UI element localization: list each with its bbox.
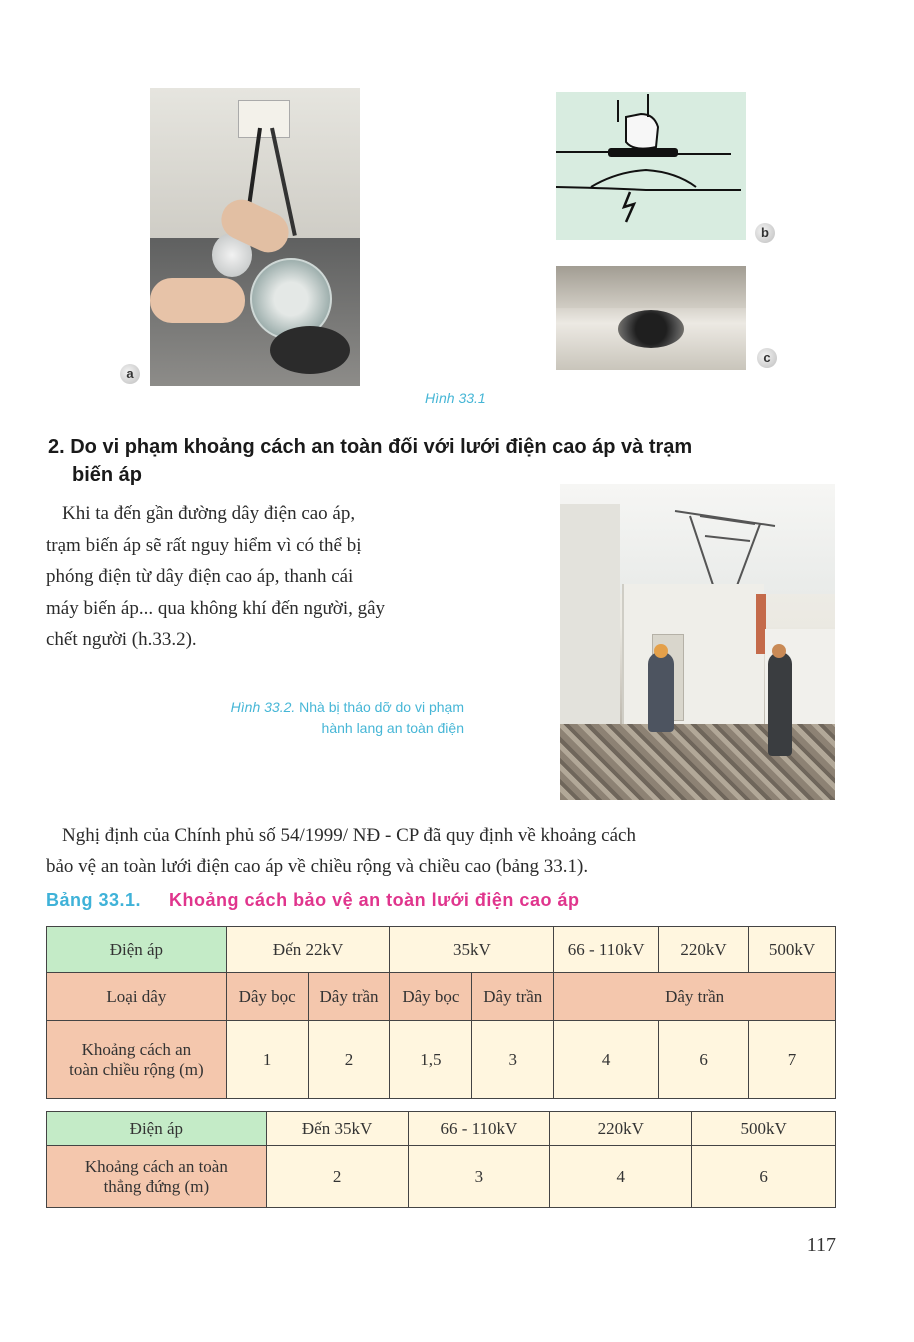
height-cell: 4 (550, 1146, 692, 1208)
figure-33-2-label: Hình 33.2. (230, 699, 296, 715)
width-cell: 4 (554, 1021, 659, 1099)
decree-line-2: bảo vệ an toàn lưới điện cao áp về chiều rộng và chiều cao (bảng 33.1). (46, 856, 589, 877)
figure-33-2-caption-line-1: Nhà bị tháo dỡ do vi phạm (299, 699, 464, 715)
paragraph-line: Khi ta đến gần đường dây điện cao áp, (62, 503, 356, 524)
power-outlet-icon (238, 100, 290, 138)
width-cell: 6 (659, 1021, 749, 1099)
safety-width-table (46, 926, 836, 1099)
table-title (46, 890, 836, 911)
width-cell: 2 (308, 1021, 390, 1099)
wire-cell: Dây trần (308, 973, 390, 1021)
wire-cell: Dây trần (554, 973, 836, 1021)
heading-line-2: biến áp (72, 464, 143, 486)
voltage-row-label: Điện áp (47, 927, 227, 973)
figure-33-1b-drawing (556, 92, 746, 240)
table-row (47, 1112, 836, 1146)
page-number: 117 (806, 1234, 836, 1256)
figure-33-2-photo (560, 484, 835, 800)
width-cell: 7 (749, 1021, 836, 1099)
voltage-row-label: Điện áp (47, 1112, 267, 1146)
heading-line-1: 2. Do vi phạm khoảng cách an toàn đối với lưới điện cao áp và trạm (48, 436, 693, 458)
figure-33-1-caption: Hình 33.1 (425, 390, 486, 406)
height-cell: 2 (266, 1146, 408, 1208)
figure-33-1c-photo (556, 266, 746, 370)
voltage-cell: 66 - 110kV (554, 927, 659, 973)
height-cell: 3 (408, 1146, 550, 1208)
wire-row-label: Loại dây (47, 973, 227, 1021)
height-row-label (47, 1146, 267, 1208)
width-cell: 3 (472, 1021, 554, 1099)
voltage-cell: 220kV (659, 927, 749, 973)
power-pylon-icon (655, 496, 795, 596)
decree-line-1: Nghị định của Chính phủ số 54/1999/ NĐ - CP đã quy định về khoảng cách (62, 825, 636, 846)
table-number: Bảng 33.1. (46, 890, 142, 910)
figure-label-c: c (757, 348, 777, 368)
voltage-cell: Đến 35kV (266, 1112, 408, 1146)
table-title-text: Khoảng cách bảo vệ an toàn lưới điện cao áp (169, 890, 580, 910)
width-cell: 1 (226, 1021, 308, 1099)
section-heading (48, 433, 848, 489)
voltage-cell: 35kV (390, 927, 554, 973)
voltage-cell: 66 - 110kV (408, 1112, 550, 1146)
voltage-cell: Đến 22kV (226, 927, 390, 973)
paragraph-line: phóng điện từ dây điện cao áp, thanh cái (46, 566, 354, 587)
wire-cell: Dây bọc (390, 973, 472, 1021)
paragraph-line: trạm biến áp sẽ rất nguy hiểm vì có thể bị (46, 534, 362, 556)
height-row-label-line-2: thẳng đứng (m) (103, 1176, 210, 1196)
paragraph-line: máy biến áp... qua không khí đến người, gây (46, 597, 386, 619)
figure-label-b: b (755, 223, 775, 243)
figure-33-1a-photo (150, 88, 360, 386)
table-row (47, 1146, 836, 1208)
height-cell: 6 (692, 1146, 836, 1208)
wire-cutting-hand-icon (556, 92, 746, 240)
figure-label-a: a (120, 364, 140, 384)
decree-paragraph (46, 820, 836, 882)
voltage-cell: 500kV (749, 927, 836, 973)
table-row (47, 973, 836, 1021)
wire-cell: Dây bọc (226, 973, 308, 1021)
height-row-label-line-1: Khoảng cách an toàn (84, 1156, 228, 1176)
width-row-label (47, 1021, 227, 1099)
figure-33-2-caption (140, 697, 464, 739)
section-paragraph (46, 498, 466, 656)
voltage-cell: 220kV (550, 1112, 692, 1146)
voltage-cell: 500kV (692, 1112, 836, 1146)
width-row-label-line-1: Khoảng cách an (81, 1039, 192, 1059)
table-row (47, 1021, 836, 1099)
width-cell: 1,5 (390, 1021, 472, 1099)
width-row-label-line-2: toàn chiều rộng (m) (69, 1059, 204, 1079)
figure-33-2-caption-line-2: hành lang an toàn điện (321, 720, 464, 736)
wire-cell: Dây trần (472, 973, 554, 1021)
paragraph-line: chết người (h.33.2). (46, 629, 197, 650)
table-row (47, 927, 836, 973)
safety-height-table (46, 1111, 836, 1208)
